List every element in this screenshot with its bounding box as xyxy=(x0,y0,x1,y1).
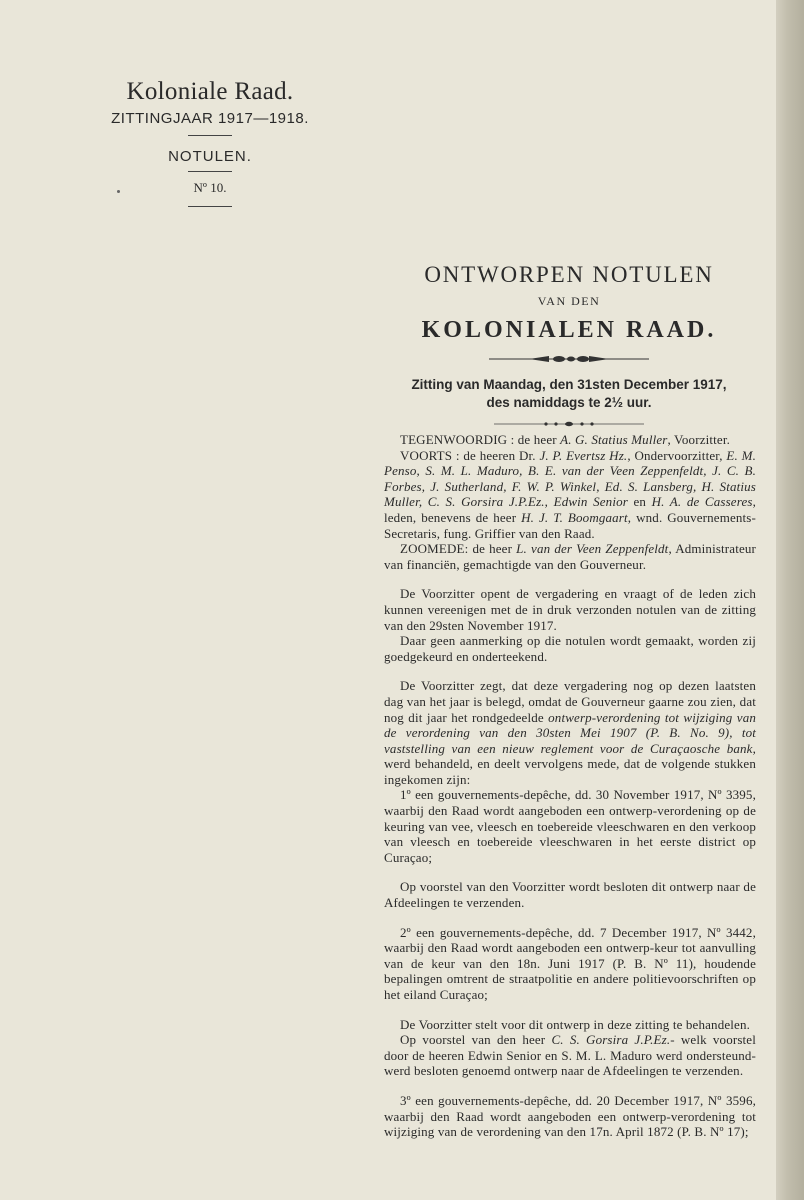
item-2: 2º een gouvernements-depêche, dd. 7 December 1917, Nº 3442, waarbij den Raad wordt aangeboden een ontwerp-keur tot aanvulling van de keur van den 18n. Juni 1917 (P. B. Nº 11), houdende bepalingen omtrent de straatpolitie en andere politievoorschriften op het eiland Curaçao; xyxy=(384,924,756,1002)
ornament-rule-icon xyxy=(489,354,649,364)
main-header xyxy=(384,262,754,428)
session-info xyxy=(384,376,754,412)
speck xyxy=(117,190,120,193)
paragraph-proposal: De Voorzitter stelt voor dit ontwerp in deze zitting te behandelen. xyxy=(400,1016,750,1032)
name: L. van der Veen Zeppenfeldt xyxy=(516,541,669,557)
attendance-members xyxy=(384,448,756,542)
text: De Voorzitter zegt, dat deze vergadering nog op dezen laatsten dag van het jaar is belegd, omdat de Gouverneur gaarne zou zien, dat nog dit jaar het rondgedeelde xyxy=(384,678,756,725)
text: VOORTS : de heeren Dr. xyxy=(400,447,540,463)
divider xyxy=(188,135,232,136)
session-year: ZITTINGJAAR 1917—1918. xyxy=(111,110,309,127)
issue-number: Nº 10. xyxy=(193,180,227,195)
paragraph-decision-1: Op voorstel van den Voorzitter wordt besloten dit ontwerp naar de Afdeelingen te verzenden. xyxy=(384,879,756,911)
title-ref: ontwerp-verordening tot wijziging van de verordening van den 30sten Mei 1907 (P. B. No. 9), tot vaststelling van een nieuw reglement voor de Curaçaosche bank, xyxy=(384,709,756,756)
text: , leden, benevens de heer xyxy=(384,494,756,525)
paragraph-approval: Daar geen aanmerking op die notulen wordt gemaakt, worden zij goedgekeurd en onderteekend. xyxy=(384,633,756,664)
notulen-label: NOTULEN. xyxy=(168,148,252,165)
text: , Ondervoorzitter, xyxy=(627,447,727,463)
name: C. S. Gorsira J.P.Ez. xyxy=(551,1032,671,1048)
council-name: KOLONIALEN RAAD. xyxy=(421,317,717,343)
main-title: ONTWORPEN NOTULEN xyxy=(424,262,714,287)
paragraph-decision-2 xyxy=(384,1032,756,1079)
item-3: 3º een gouvernements-depêche, dd. 20 December 1917, Nº 3596, waarbij den Raad wordt aangeboden een ontwerp-verordening tot wijziging van de verordening van den 17n. April 1872 (P. B. Nº 17); xyxy=(384,1092,756,1140)
text: ZOOMEDE: de heer xyxy=(400,541,517,557)
text: , Voorzitter. xyxy=(667,432,730,447)
paragraph-opening: De Voorzitter opent de vergadering en vraagt of de leden zich kunnen vereenigen met de in druk verzonden notulen van de zitting van den 29sten November 1917. xyxy=(384,586,756,633)
text: , wnd. Gouvernements-Secretaris, fung. Griffier van den Raad. xyxy=(384,509,756,541)
text: TEGENWOORDIG : de heer xyxy=(400,432,561,447)
attendance-chair xyxy=(384,432,756,448)
name: A. G. Statius Muller xyxy=(560,432,668,447)
divider xyxy=(188,206,232,207)
item-1: 1º een gouvernements-depêche, dd. 30 November 1917, Nº 3395, waarbij den Raad wordt aangeboden een ontwerp-verordening op de keuring van vee, vleesch en toebereide vleeschwaren en den verkoop van vleesch en toebereide vleeschwaren in het eerste district op Curaçao; xyxy=(384,787,756,865)
name: H. J. T. Boomgaart xyxy=(521,509,628,525)
text: Op voorstel van den heer xyxy=(400,1032,552,1048)
ornament-small-icon xyxy=(494,420,644,428)
minutes-body xyxy=(384,432,756,1140)
left-header xyxy=(100,78,320,207)
name: H. A. de Casseres xyxy=(651,494,753,510)
text: en xyxy=(627,494,652,510)
session-time: des namiddags te 2½ uur. xyxy=(486,395,652,410)
council-title: Koloniale Raad. xyxy=(126,78,294,105)
session-date: Zitting van Maandag, den 31sten December 1917, xyxy=(411,377,727,392)
paragraph-announcement xyxy=(384,678,756,787)
text: , Administrateur van financiën, gemachtigde van den Gouverneur. xyxy=(384,541,757,572)
name: E. M. Penso, S. M. L. Maduro, B. E. van der Veen Zeppenfeldt, J. C. B. Forbes, J. Sutherland, F. W. P. Winkel, Ed. S. Lansberg, H. Statius Muller, C. S. Gorsira J.P.Ez., Edwin Senior xyxy=(384,447,756,510)
name: J. P. Evertsz Hz. xyxy=(539,447,628,463)
main-subtitle: VAN DEN xyxy=(537,294,601,308)
text: - welk voorstel door de heeren Edwin Senior en S. M. L. Maduro werd ondersteund- werd besloten genoemd ontwerp naar de Afdeelingen te verzenden. xyxy=(384,1032,756,1079)
attendance-also xyxy=(384,541,756,572)
book-spine xyxy=(776,0,804,1200)
text: werd behandeld, en deelt vervolgens mede, dat de volgende stukken ingekomen zijn: xyxy=(384,756,756,787)
divider xyxy=(188,171,232,172)
